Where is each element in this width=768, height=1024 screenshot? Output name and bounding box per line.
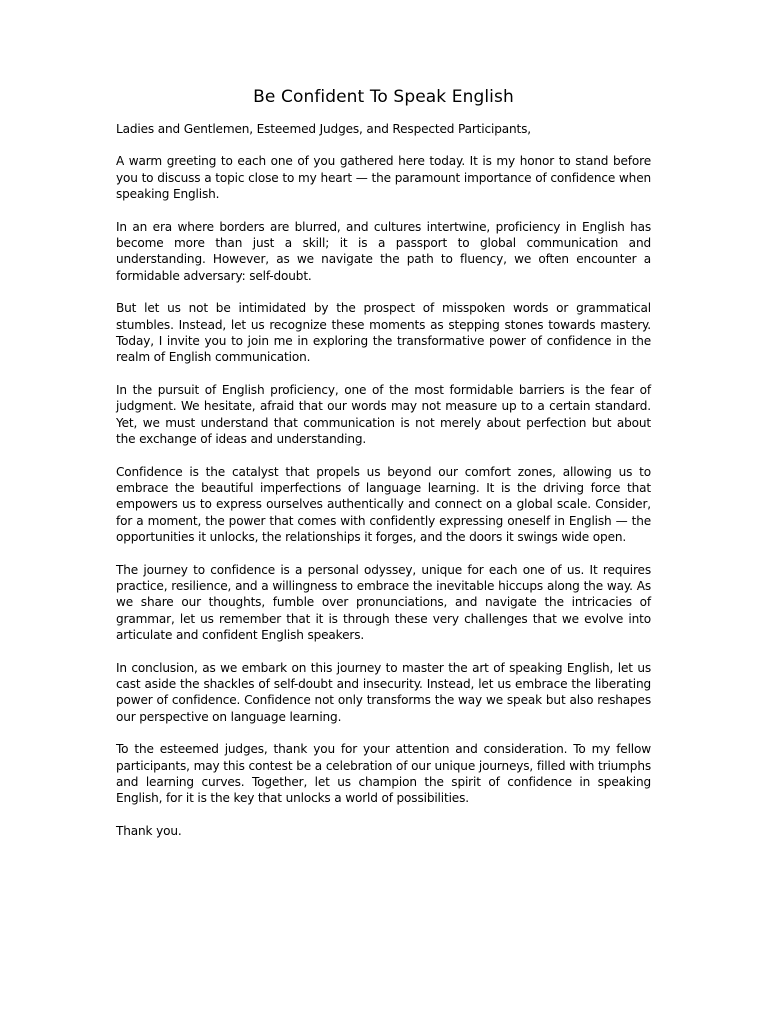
paragraph-1: A warm greeting to each one of you gathered here today. It is my honor to stand before you to discuss a topic close to my heart — the paramount importance of confidence when speaking English. [116, 154, 651, 202]
closing-line: Thank you. [116, 823, 182, 838]
paragraph-2: In an era where borders are blurred, and cultures intertwine, proficiency in English has become more than just a skill; it is a passport to global communication and understanding. However, as we navigate the path to fluency, we often encounter a formidable adversary: self-doubt. [116, 219, 651, 283]
paragraph-4: In the pursuit of English proficiency, one of the most formidable barriers is the fear of judgment. We hesitate, afraid that our words may not measure up to a certain standard. Yet, we must understand that communication is not merely about perfection but about the exchange of ideas and understanding. [116, 382, 651, 447]
paragraph-3: But let us not be intimidated by the prospect of misspoken words or grammatical stumbles. Instead, let us recognize these moments as stepping stones towards mastery. Today, I invite you to join me in exploring the transformative power of confidence in the realm of English communication. [116, 301, 651, 365]
paragraph-7: In conclusion, as we embark on this journey to master the art of speaking English, let us cast aside the shackles of self-doubt and insecurity. Instead, let us embrace the liberating power of confidence. Confidence not only transforms the way we speak but also reshapes our perspective on language learning. [116, 660, 651, 724]
paragraph-5: Confidence is the catalyst that propels us beyond our comfort zones, allowing us to embrace the beautiful imperfections of language learning. It is the driving force that empowers us to express ourselves authentically and connect on a global scale. Consider, for a moment, the power that comes with confidently expressing oneself in English — the opportunities it unlocks, the relationships it forges, and the doors it swings wide open. [116, 464, 651, 545]
salutation: Ladies and Gentlemen, Esteemed Judges, and Respected Participants, [116, 122, 531, 136]
document-page [116, 86, 651, 855]
paragraph-6: The journey to confidence is a personal odyssey, unique for each one of us. It requires practice, resilience, and a willingness to embrace the inevitable hiccups along the way. As we share our thoughts, fumble over pronunciations, and navigate the intricacies of grammar, let us remember that it is through these very challenges that we evolve into articulate and confident English speakers. [116, 562, 651, 643]
paragraph-8: To the esteemed judges, thank you for your attention and consideration. To my fellow participants, may this contest be a celebration of our unique journeys, filled with triumphs and learning curves. Together, let us champion the spirit of confidence in speaking English, for it is the key that unlocks a world of possibilities. [116, 742, 651, 806]
document-title: Be Confident To Speak English [253, 87, 514, 107]
